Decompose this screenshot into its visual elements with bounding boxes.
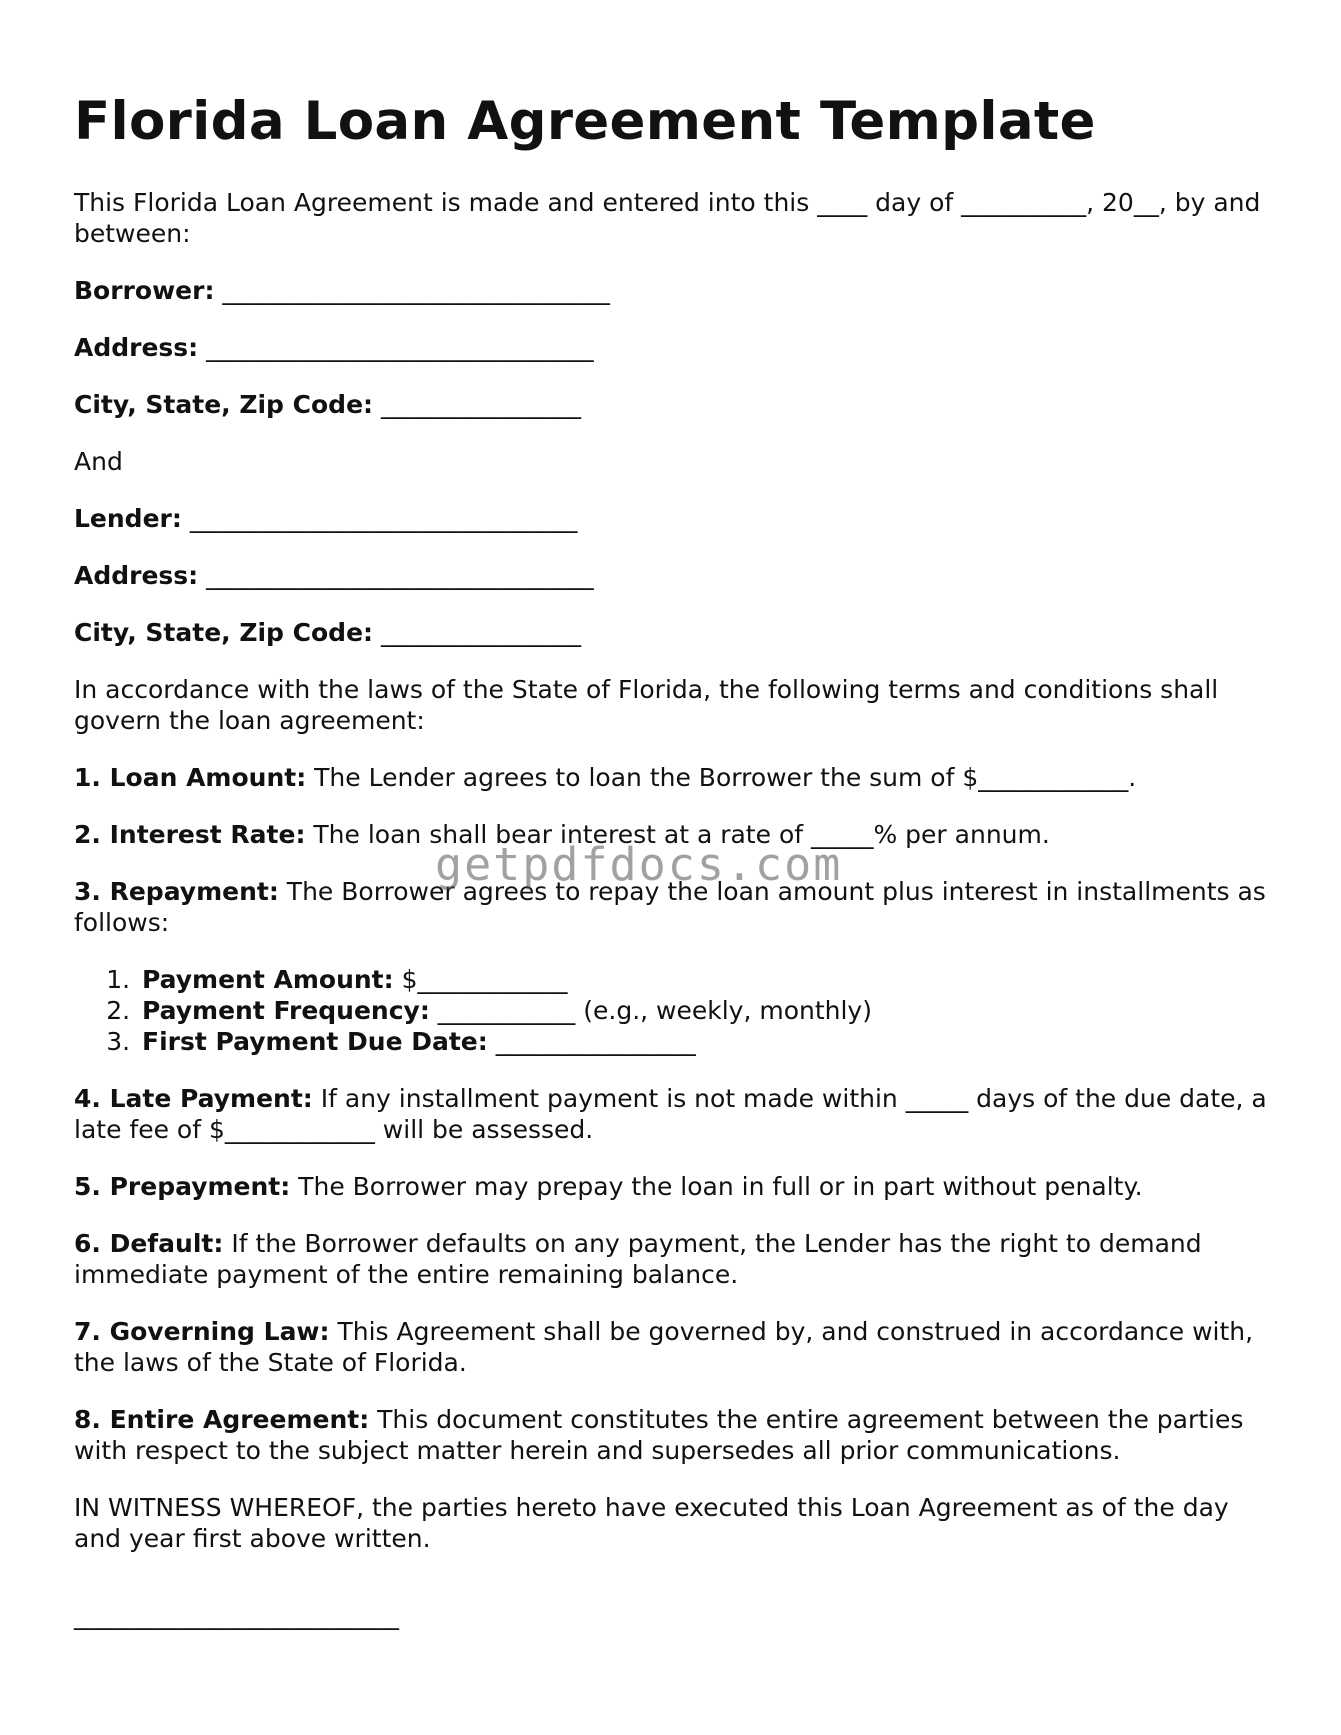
term-text: The Lender agrees to loan the Borrower the sum of $____________.	[306, 762, 1137, 792]
document-title: Florida Loan Agreement Template	[74, 91, 1096, 152]
term-governing-law	[74, 1316, 1274, 1378]
borrower-address-blank: _______________________________	[198, 332, 594, 362]
item-text: $____________	[393, 964, 568, 994]
term-text: The Borrower agrees to repay the loan amount plus interest in installments as follows:	[74, 876, 1266, 937]
borrower-city-blank: ________________	[373, 389, 581, 419]
term-interest-rate	[74, 819, 1274, 850]
lender-name-line	[74, 503, 1274, 534]
term-prepayment	[74, 1171, 1274, 1202]
item-label: Payment Amount:	[142, 964, 394, 994]
term-entire-agreement	[74, 1404, 1274, 1466]
term-label: 4. Late Payment:	[74, 1083, 313, 1113]
term-label: 8. Entire Agreement:	[74, 1404, 370, 1434]
borrower-name-line	[74, 275, 1274, 306]
repayment-list	[74, 964, 1274, 1057]
item-label: Payment Frequency:	[142, 995, 430, 1025]
terms-intro: In accordance with the laws of the State of Florida, the following terms and conditions shall govern the loan agreement:	[74, 674, 1219, 735]
borrower-address-line	[74, 332, 1274, 363]
borrower-blank: _______________________________	[214, 275, 610, 305]
lender-label: Lender:	[74, 503, 182, 533]
list-item	[138, 1026, 1274, 1057]
term-loan-amount	[74, 762, 1274, 793]
and-text: And	[74, 446, 123, 476]
term-text: If any installment payment is not made within _____ days of the due date, a late fee of $____________ will be assessed.	[74, 1083, 1267, 1144]
lender-address-label: Address:	[74, 560, 199, 590]
term-label: 5. Prepayment:	[74, 1171, 291, 1201]
term-repayment	[74, 876, 1274, 938]
lender-blank: _______________________________	[181, 503, 578, 533]
term-text: The Borrower may prepay the loan in full or in part without penalty.	[290, 1171, 1143, 1201]
term-label: 3. Repayment:	[74, 876, 279, 906]
term-text: The loan shall bear interest at a rate of _____% per annum.	[305, 819, 1050, 849]
intro-paragraph: This Florida Loan Agreement is made and entered into this ____ day of __________, 20__, by and between:	[74, 187, 1261, 248]
signature-line: __________________________	[74, 1600, 399, 1630]
term-label: 1. Loan Amount:	[74, 762, 307, 792]
item-label: First Payment Due Date:	[142, 1026, 488, 1056]
borrower-city-line	[74, 389, 1274, 420]
term-text: If the Borrower defaults on any payment, the Lender has the right to demand immediate payment of the entire remaining balance.	[74, 1228, 1202, 1289]
term-text: This document constitutes the entire agreement between the parties with respect to the subject matter herein and supersedes all prior communications.	[74, 1404, 1244, 1465]
document-page	[74, 92, 1274, 1631]
lender-address-blank: _______________________________	[198, 560, 594, 590]
lender-city-label: City, State, Zip Code:	[74, 617, 374, 647]
borrower-label: Borrower:	[74, 275, 215, 305]
item-text: ________________	[487, 1026, 696, 1056]
lender-address-line	[74, 560, 1274, 591]
term-text: This Agreement shall be governed by, and construed in accordance with, the laws of the State of Florida.	[74, 1316, 1254, 1377]
lender-city-line	[74, 617, 1274, 648]
watermark-text: getpdfdocs.com	[435, 838, 843, 891]
term-label: 6. Default:	[74, 1228, 224, 1258]
witness-paragraph: IN WITNESS WHEREOF, the parties hereto have executed this Loan Agreement as of the day and year first above written.	[74, 1492, 1229, 1553]
borrower-city-label: City, State, Zip Code:	[74, 389, 374, 419]
list-item	[138, 964, 1274, 995]
term-late-payment	[74, 1083, 1274, 1145]
term-default	[74, 1228, 1274, 1290]
item-text: ___________ (e.g., weekly, monthly)	[429, 995, 872, 1025]
list-item	[138, 995, 1274, 1026]
lender-city-blank: ________________	[373, 617, 581, 647]
borrower-address-label: Address:	[74, 332, 199, 362]
term-label: 7. Governing Law:	[74, 1316, 330, 1346]
term-label: 2. Interest Rate:	[74, 819, 306, 849]
